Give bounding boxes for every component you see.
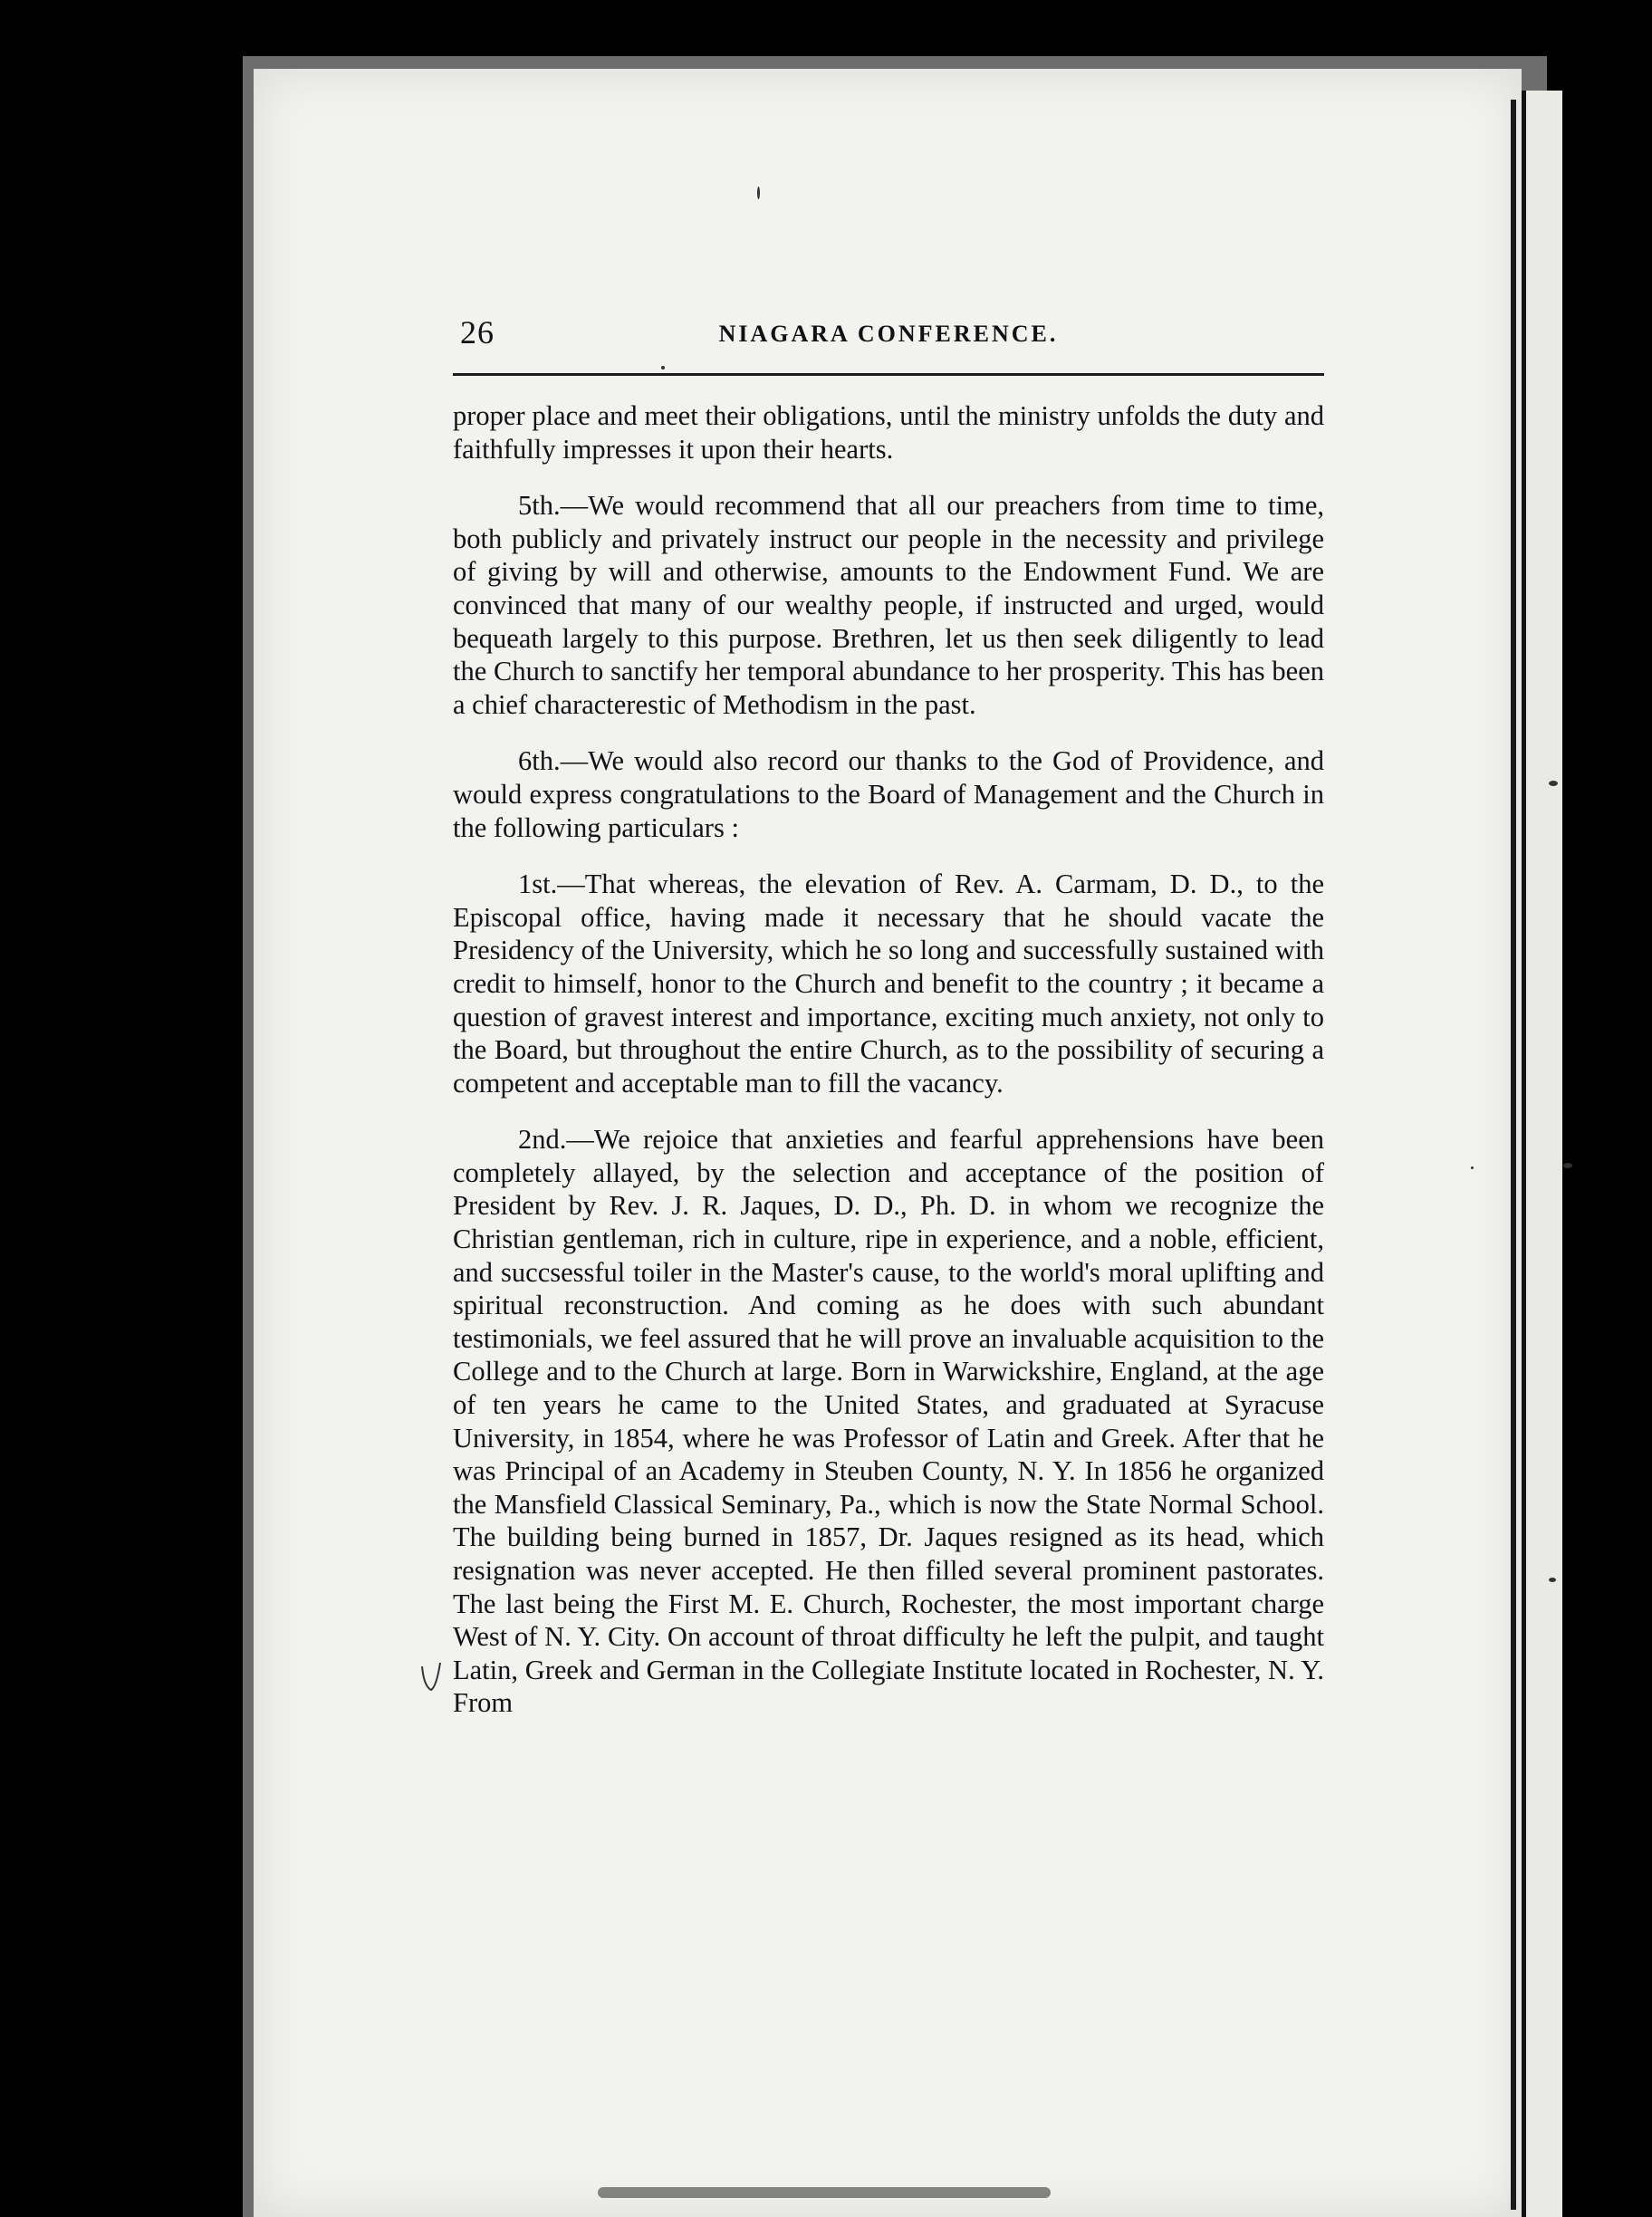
running-head xyxy=(453,308,1324,362)
bottom-smudge xyxy=(598,2187,1051,2198)
margin-pencil-mark xyxy=(418,1659,446,1695)
page-number: 26 xyxy=(460,314,495,350)
paragraph-1st: 1st.—That whereas, the elevation of Rev. A. Carmam, D. D., to the Episcopal office, having made it necessary that he should vacate the Presidency of the University, which he so long and successfully sustained with credit to himself, honor to the Church and benefit to the country ; it became a question of gravest interest and importance, exciting much anxiety, not only to the Board, but throughout the entire Church, as to the possibility of securing a competent and acceptable man to fill the vacancy. xyxy=(453,869,1324,1099)
page-gutter-line xyxy=(1511,100,1516,2210)
paragraph-continuation: proper place and meet their obligations, until the ministry unfolds the duty and faithfully impresses it upon their hearts. xyxy=(453,400,1324,465)
paragraph-5th: 5th.—We would recommend that all our preachers from time to time, both publicly and privately instruct our people in the necessity and privilege of giving by will and otherwise, amounts to the Endowment Fund. We are convinced that many of our wealthy people, if instructed and urged, would bequeath largely to this purpose. Brethren, let us then seek diligently to lead the Church to sanctify her temporal abundance to her prosperity. This has been a chief characterestic of Methodism in the past. xyxy=(453,490,1324,720)
facing-page-edge xyxy=(1522,91,1562,2217)
paragraph-6th: 6th.—We would also record our thanks to the God of Providence, and would express congratulations to the Board of Management and the Church in the following particulars : xyxy=(453,745,1324,843)
paragraph-2nd: 2nd.—We rejoice that anxieties and fearful apprehensions have been completely allayed, by the selection and acceptance of the position of President by Rev. J. R. Jaques, D. D., Ph. D. in whom we recognize the Christian gentleman, rich in culture, ripe in experience, and a noble, efficient, and succsessful toiler in the Master's cause, to the world's moral uplifting and spiritual reconstruction. And coming as he does with such abundant testimonials, we feel assured that he will prove an invaluable acquisition to the College and to the Church at large. Born in Warwickshire, England, at the age of ten years he came to the United States, and graduated at Syracuse University, in 1854, where he was Professor of Latin and Greek. After that he was Principal of an Academy in Steuben County, N. Y. In 1856 he organized the Mansfield Classical Seminary, Pa., which is now the State Normal School. The building being burned in 1857, Dr. Jaques resigned as its head, which resignation was never accepted. He then filled several prominent pastorates. The last being the First M. E. Church, Rochester, the most important charge West of N. Y. City. On account of throat difficulty he left the pulpit, and taught Latin, Greek and German in the Collegiate Institute located in Rochester, N. Y. From xyxy=(453,1124,1324,1719)
page-content xyxy=(453,308,1324,1720)
header-rule xyxy=(453,373,1324,376)
running-title: NIAGARA CONFERENCE. xyxy=(718,321,1059,347)
